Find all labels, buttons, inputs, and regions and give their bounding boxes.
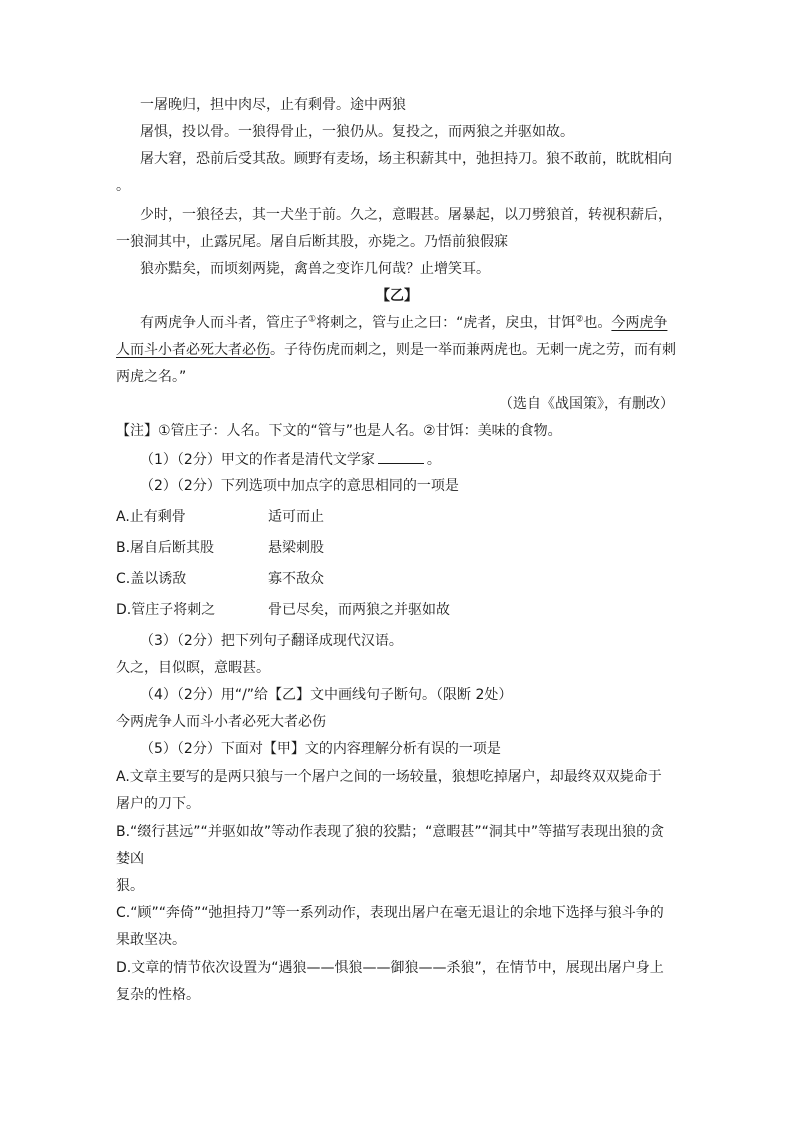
option-b-right: 悬梁刺股	[268, 540, 324, 556]
answer-blank[interactable]	[378, 449, 424, 464]
option-d-right: 骨已尽矣，而两狼之并驱如故	[268, 602, 450, 618]
question-1	[140, 449, 441, 470]
question-4-sentence: 今两虎争人而斗小者必死大者必伤	[116, 714, 326, 730]
jia-line-5: 少时，一狼径去，其一犬坐于前。久之，意暇甚。屠暴起，以刀劈狼首，转视积薪后，	[140, 207, 672, 223]
question-5: （5）（2分）下面对【甲】文的内容理解分析有误的一项是	[140, 741, 501, 757]
q5-option-b-line-1: B.“缀行甚远”“并驱如故”等动作表现了狼的狡黠；“意暇甚”“洞其中”等描写表现出狼的贪	[116, 824, 665, 840]
yi-para-line-1	[140, 313, 667, 333]
jia-line-6: 一狼洞其中，止露尻尾。屠自后断其股，亦毙之。乃悟前狼假寐	[116, 234, 508, 250]
jia-line-3: 屠大窘，恐前后受其敌。顾野有麦场，场主积薪其中，弛担持刀。狼不敢前，眈眈相向	[140, 151, 672, 167]
question-2: （2）（2分）下列选项中加点字的意思相同的一项是	[140, 478, 459, 494]
jia-line-4: 。	[116, 178, 130, 194]
yi-text-2: 。子待伤虎而刺之，则是一举而兼两虎也。无刺一虎之劳，而有刺	[270, 342, 676, 358]
jia-line-7: 狼亦黠矣，而顷刻两毙，禽兽之变诈几何哉？止增笑耳。	[140, 261, 490, 277]
yi-text-1b: 将刺之，管与止之曰：“虎者，戾虫，甘饵	[316, 315, 576, 331]
option-d-left: D.管庄子将刺之	[116, 602, 216, 618]
yi-underlined-2: 人而斗小者必死大者必伤	[116, 342, 270, 358]
yi-text-1c: 也。	[583, 315, 612, 331]
q5-option-a-line-1: A.文章主要写的是两只狼与一个屠户之间的一场较量，狼想吃掉屠户，却最终双双毙命于	[116, 769, 662, 785]
jia-line-2: 屠惧，投以骨。一狼得骨止，一狼仍从。复投之，而两狼之并驱如故。	[140, 124, 574, 140]
option-c-left: C.盖以诱敌	[116, 571, 187, 587]
footnote: 【注】①管庄子：人名。下文的“管与”也是人名。②甘饵：美味的食物。	[116, 423, 562, 439]
q5-option-d-line-2: 复杂的性格。	[116, 987, 200, 1003]
yi-heading: 【乙】	[376, 288, 418, 304]
question-3: （3）（2分）把下列句子翻译成现代汉语。	[140, 633, 403, 649]
question-3-sentence: 久之，目似瞑，意暇甚。	[116, 660, 270, 676]
q5-option-b-line-3: 狠。	[116, 878, 144, 894]
jia-line-1: 一屠晚归，担中肉尽，止有剩骨。途中两狼	[140, 97, 406, 113]
q5-option-c-line-2: 果敢坚决。	[116, 932, 186, 948]
question-1-text: （1）（2分）甲文的作者是清代文学家	[140, 452, 375, 468]
note-marker-1: ①	[308, 314, 317, 325]
q5-option-c-line-1: C.“顾”“奔倚”“弛担持刀”等一系列动作，表现出屠户在毫无退让的余地下选择与狼斗争的	[116, 905, 664, 921]
question-1-end: 。	[426, 452, 441, 468]
option-c-right: 寡不敌众	[268, 571, 324, 587]
yi-para-line-2	[116, 340, 676, 360]
yi-underlined-1: 今两虎争	[611, 315, 668, 331]
yi-para-line-3: 两虎之名。”	[116, 369, 187, 385]
yi-text-1a: 有两虎争人而斗者，管庄子	[140, 315, 308, 331]
source-citation: （选自《战国策》，有删改）	[499, 396, 674, 412]
q5-option-d-line-1: D.文章的情节依次设置为“遇狼——惧狼——御狼——杀狼”，在情节中，展现出屠户身上	[116, 960, 664, 976]
q5-option-a-line-2: 屠户的刀下。	[116, 796, 200, 812]
option-a-left: A.止有剩骨	[116, 509, 186, 525]
option-a-right: 适可而止	[268, 509, 324, 525]
question-4: （4）（2分）用“/”给【乙】文中画线句子断句。（限断 2处）	[140, 687, 513, 703]
note-marker-2: ②	[575, 314, 584, 325]
q5-option-b-line-2: 婪凶	[116, 851, 144, 867]
option-b-left: B.屠自后断其股	[116, 540, 215, 556]
